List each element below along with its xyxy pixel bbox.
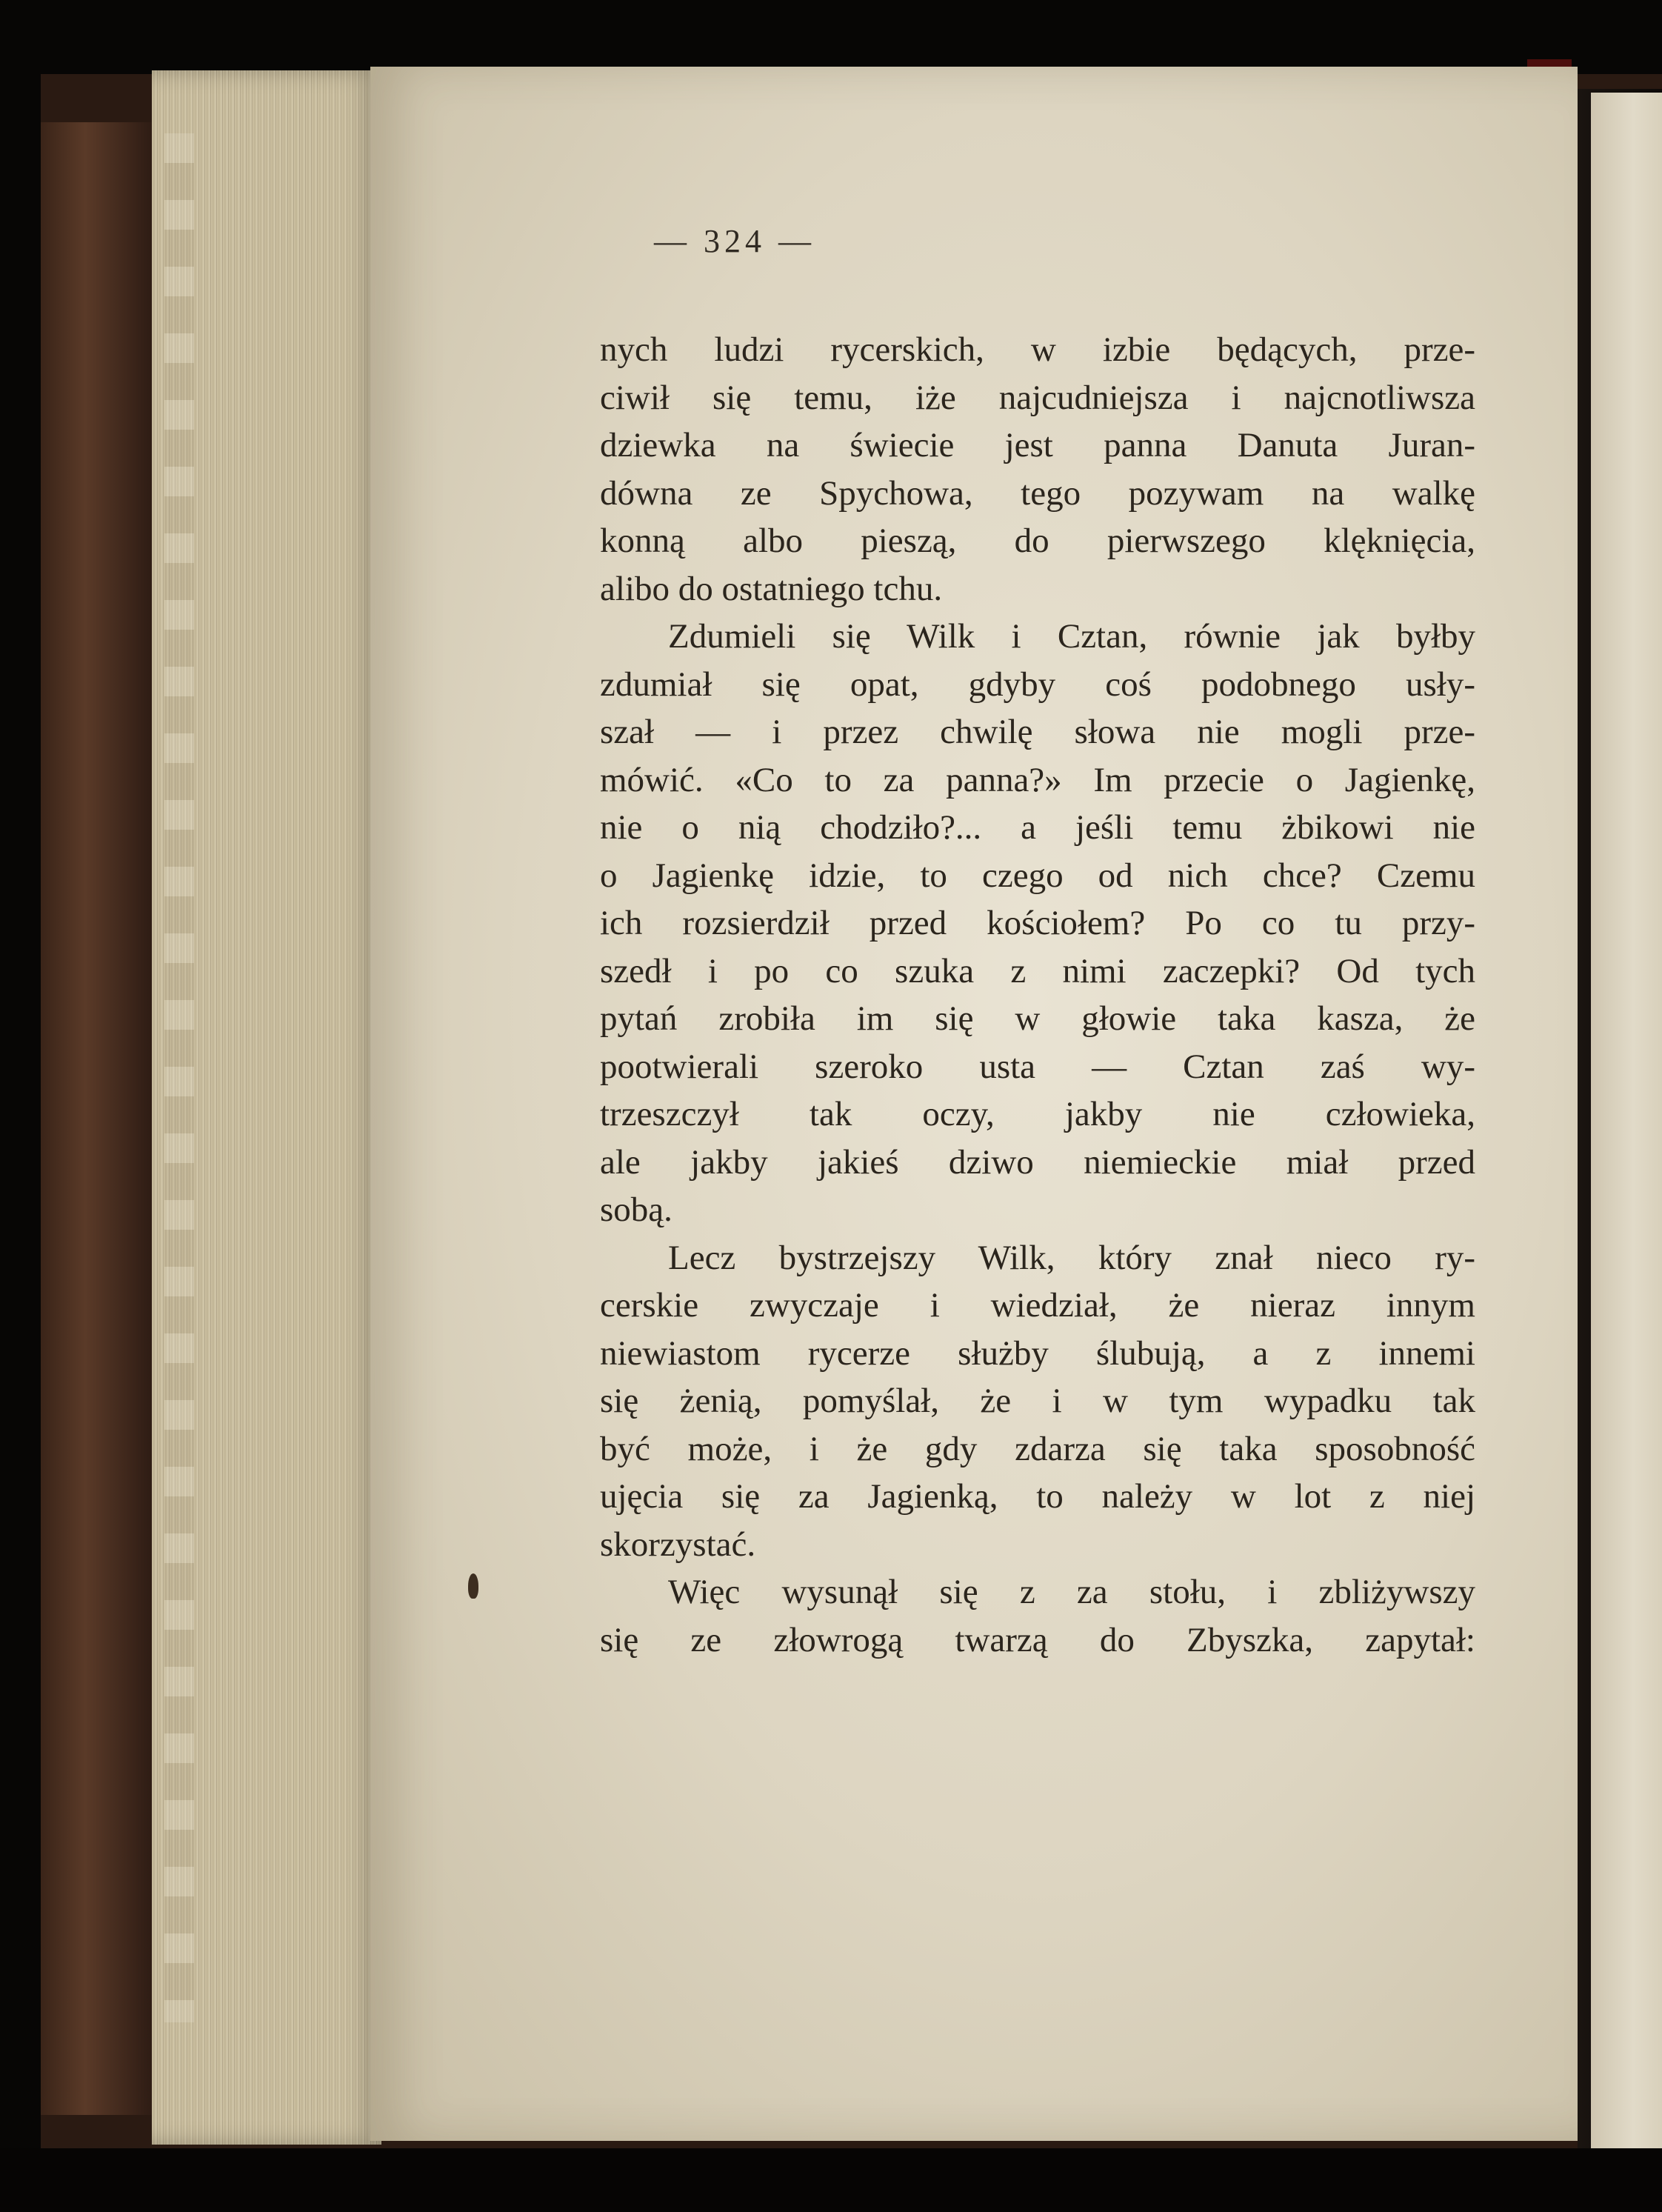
text-line: ciwił się temu, iże najcudniejsza i najcnotliwsza — [600, 378, 1475, 417]
text-line: szedł i po co szuka z nimi zaczepki? Od tych — [600, 951, 1475, 990]
text-line: nych ludzi rycerskich, w izbie będących, prze- — [600, 330, 1475, 369]
text-line: niewiastom rycerze służby ślubują, a z innemi — [600, 1333, 1475, 1373]
text-line: o Jagienkę idzie, to czego od nich chce? Czemu — [600, 856, 1475, 895]
text-line: konną albo pieszą, do pierwszego klęknięcia, — [600, 522, 1475, 560]
text-line: Zdumieli się Wilk i Cztan, równie jak byłby — [668, 617, 1475, 656]
page-edge-wear — [164, 133, 194, 2022]
cover-edge — [41, 122, 152, 2115]
text-line: trzeszczył tak oczy, jakby nie człowieka, — [600, 1095, 1475, 1133]
bottom-shadow — [0, 2148, 1662, 2212]
text-line: być może, i że gdy zdarza się taka sposobność — [600, 1429, 1475, 1468]
page-number: — 324 — — [654, 223, 815, 259]
page-text — [600, 326, 1475, 1664]
text-line: nie o nią chodziło?... a jeśli temu żbikowi nie — [600, 808, 1475, 847]
text-line: ich rozsierdził przed kościołem? Po co tu przy- — [600, 904, 1475, 942]
text-line: pootwierali szeroko usta — Cztan zaś wy- — [600, 1047, 1475, 1086]
text-line: ujęcia się za Jagienką, to należy w lot z niej — [600, 1477, 1475, 1516]
text-line: sobą. — [600, 1190, 673, 1229]
text-line: się żenią, pomyślał, że i w tym wypadku tak — [600, 1382, 1475, 1420]
ink-spot — [468, 1573, 478, 1599]
text-line: szał — i przez chwilę słowa nie mogli prze- — [600, 713, 1475, 751]
text-line: dziewka na świecie jest panna Danuta Juran- — [600, 426, 1475, 464]
text-line: się ze złowrogą twarzą do Zbyszka, zapytał: — [600, 1620, 1475, 1659]
text-line: Więc wysunął się z za stołu, i zbliżywszy — [668, 1573, 1475, 1611]
text-line: skorzystać. — [600, 1525, 756, 1564]
text-line: ale jakby jakieś dziwo niemieckie miał przed — [600, 1142, 1475, 1182]
text-line: mówić. «Co to za panna?» Im przecie o Jagienkę, — [600, 760, 1475, 799]
text-line: pytań zrobiła im się w głowie taka kasza, że — [600, 999, 1475, 1038]
text-line: cerskie zwyczaje i wiedział, że nieraz innym — [600, 1286, 1475, 1325]
text-line: Lecz bystrzejszy Wilk, który znał nieco ry- — [668, 1238, 1475, 1277]
text-line: alibo do ostatniego tchu. — [600, 569, 943, 608]
text-line: dówna ze Spychowa, tego pozywam na walkę — [600, 473, 1475, 513]
text-line: zdumiał się opat, gdyby coś podobnego usły- — [600, 664, 1475, 704]
facing-page-edge — [1591, 93, 1662, 2159]
